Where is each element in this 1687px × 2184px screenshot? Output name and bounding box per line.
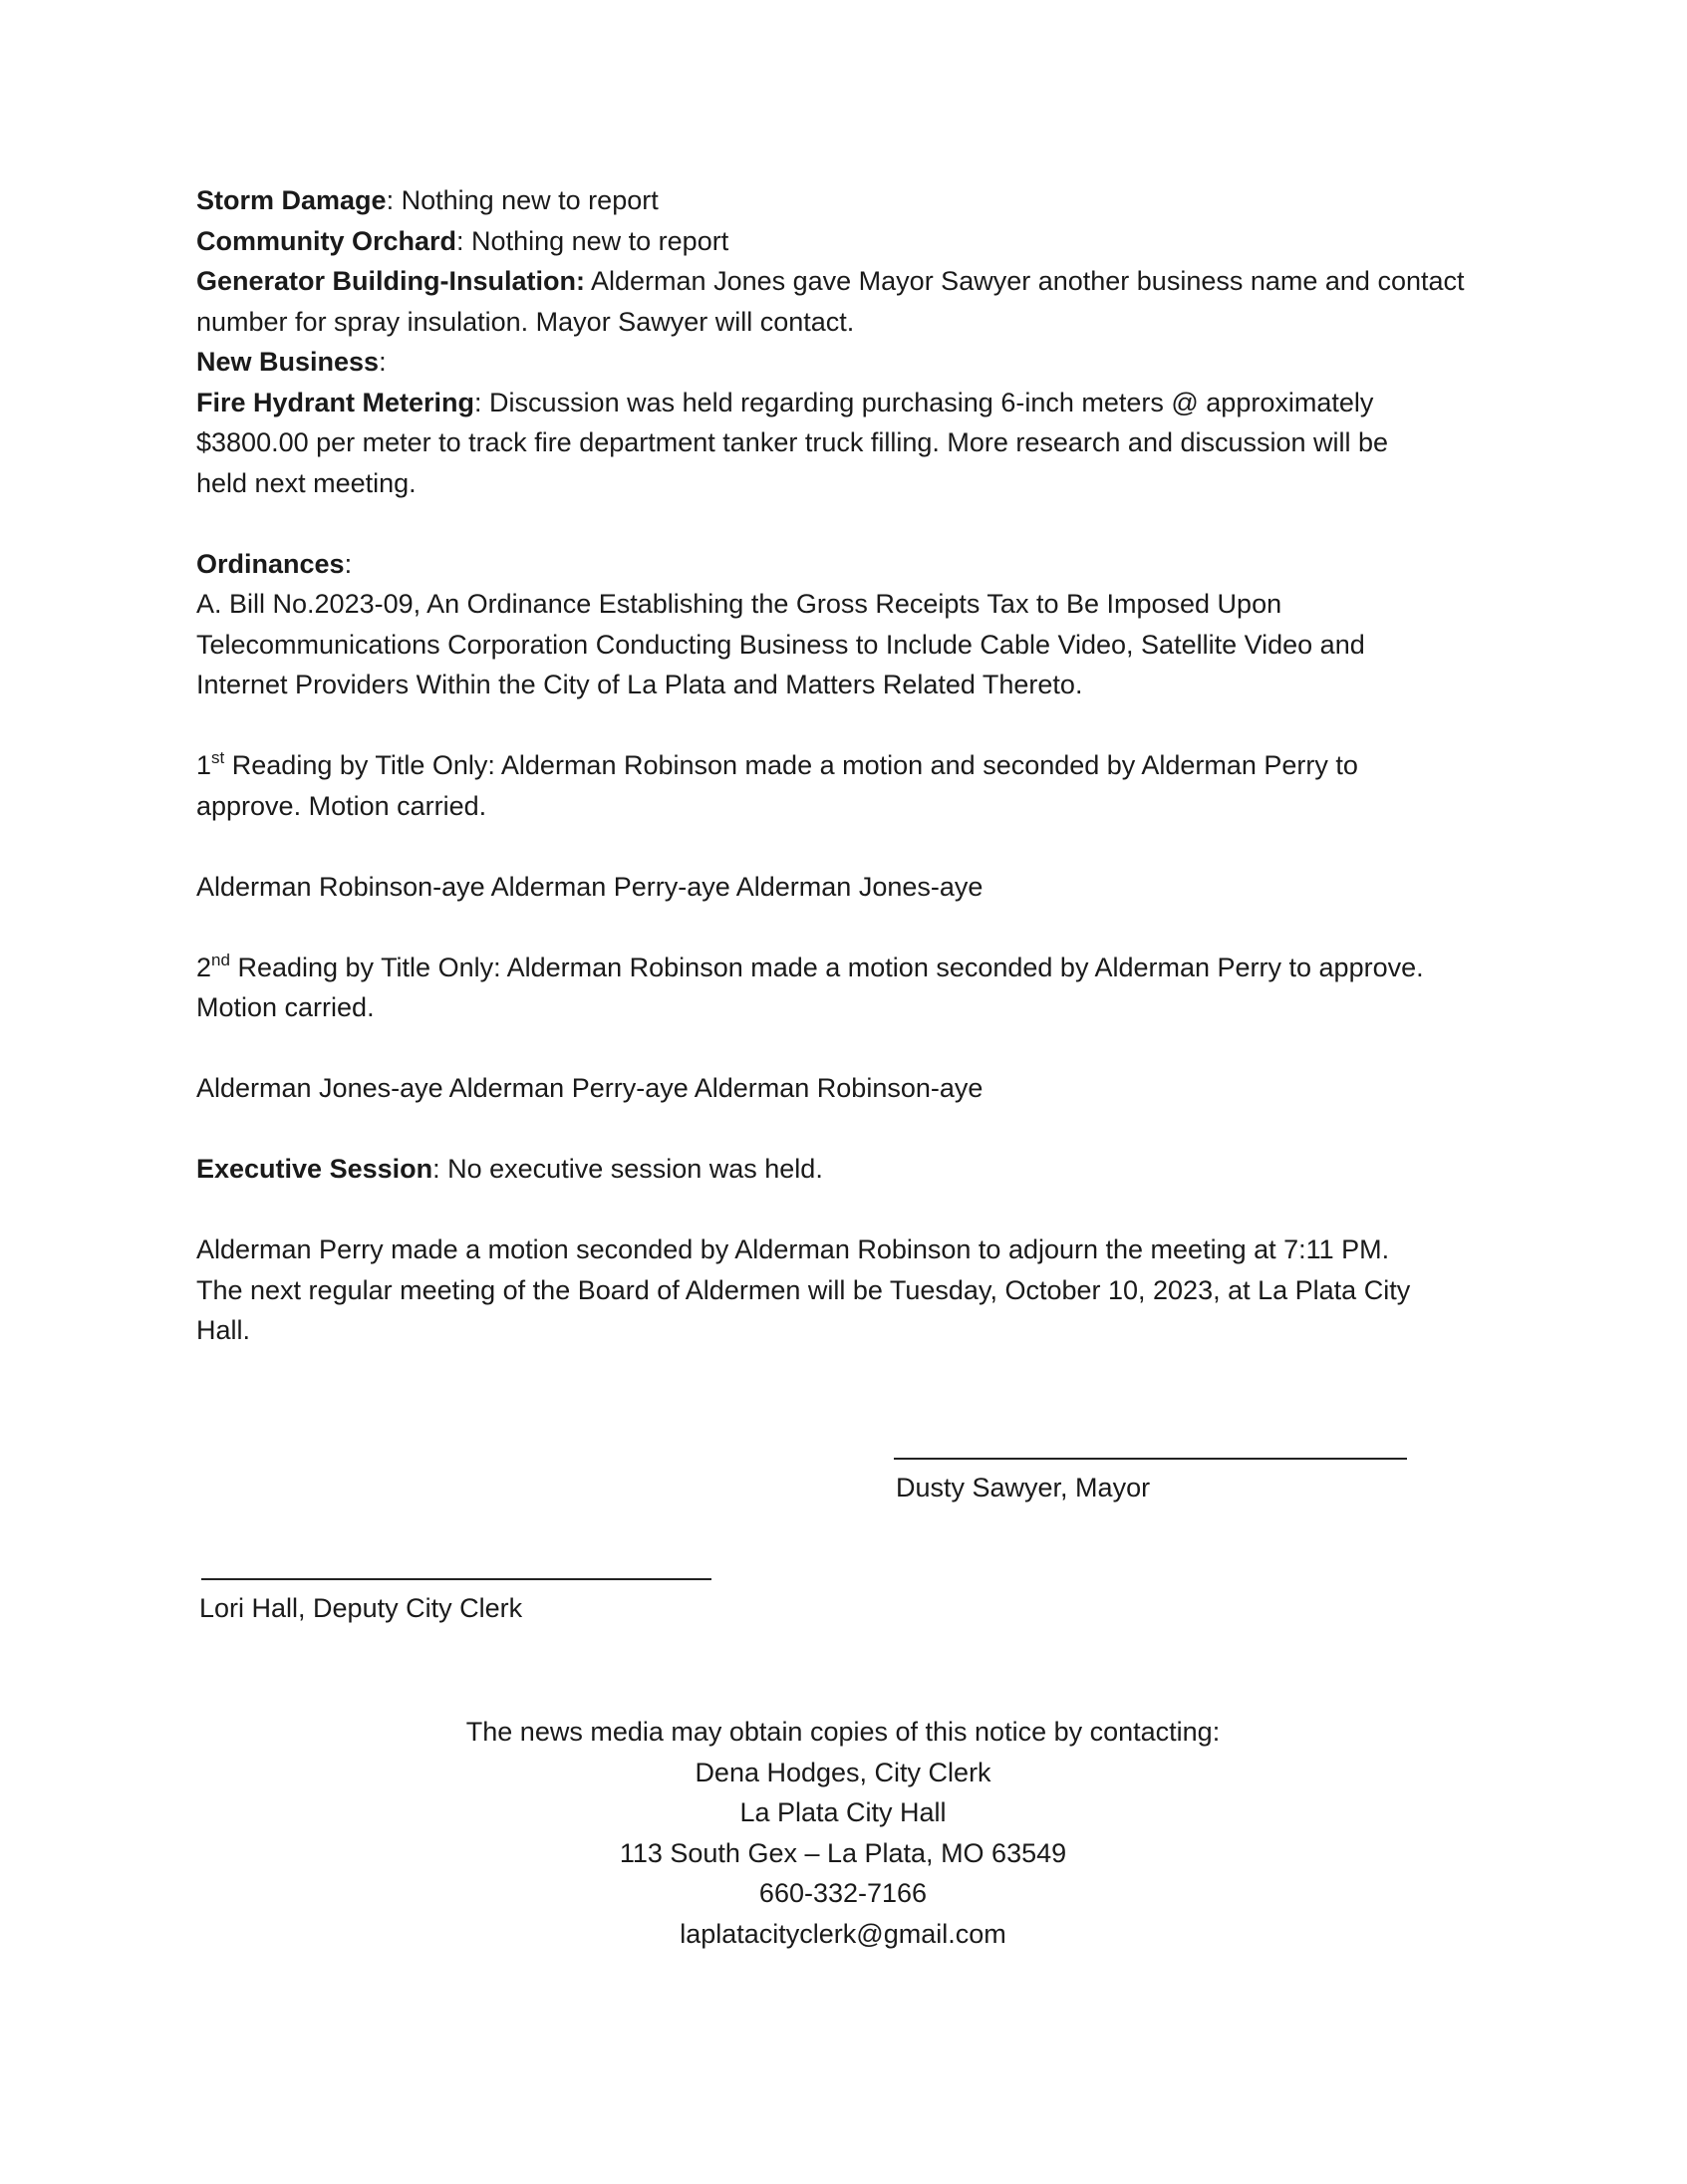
- second-reading-line1: Reading by Title Only: Alderman Robinson made a motion seconded by Alderman Perry to approve.: [229, 952, 1424, 982]
- minutes-body: [196, 180, 1512, 1351]
- clerk-name: Lori Hall, Deputy City Clerk: [199, 1593, 523, 1623]
- first-reading-line2: approve. Motion carried.: [196, 790, 487, 821]
- clerk-signature-block: [201, 1578, 711, 1629]
- mayor-name: Dusty Sawyer, Mayor: [896, 1473, 1151, 1502]
- ordinances-label: Ordinances: [196, 548, 345, 579]
- generator-item: [196, 261, 1512, 342]
- adjournment-line1: Alderman Perry made a motion seconded by Alderman Robinson to adjourn the meeting at 7:11 PM.: [196, 1234, 1390, 1264]
- second-reading-vote: Alderman Jones-aye Alderman Perry-aye Alderman Robinson-aye: [196, 1073, 984, 1103]
- fire-hydrant-item: [196, 383, 1512, 504]
- storm-damage-label: Storm Damage: [196, 185, 387, 215]
- bill-line2: Telecommunications Corporation Conducting Business to Include Cable Video, Satellite Video and: [196, 629, 1365, 660]
- bill-description: [196, 584, 1512, 705]
- first-reading: [196, 745, 1512, 826]
- first-reading-ordinal: st: [211, 748, 225, 767]
- footer-phone: 660-332-7166: [758, 1878, 928, 1908]
- second-reading: [196, 948, 1512, 1028]
- generator-text-line2: number for spray insulation. Mayor Sawyer will contact.: [196, 306, 855, 337]
- first-reading-vote: Alderman Robinson-aye Alderman Perry-aye Alderman Jones-aye: [196, 871, 984, 902]
- mayor-signature-block: [894, 1458, 1407, 1508]
- footer-office: La Plata City Hall: [739, 1797, 947, 1827]
- ordinances-heading: [196, 544, 1512, 585]
- first-reading-number: 1: [196, 750, 212, 780]
- fire-hydrant-text-line3: held next meeting.: [196, 467, 417, 498]
- community-orchard-item: [196, 221, 1512, 262]
- fire-hydrant-text-line1: : Discussion was held regarding purchasing 6-inch meters @ approximately: [474, 387, 1374, 417]
- executive-session-label: Executive Session: [196, 1154, 433, 1184]
- fire-hydrant-text-line2: $3800.00 per meter to track fire department tanker truck filling. More research and discussion will be: [196, 427, 1389, 457]
- generator-text-line1: Alderman Jones gave Mayor Sawyer another business name and contact: [585, 266, 1465, 296]
- footer-email: laplatacityclerk@gmail.com: [680, 1918, 1006, 1949]
- generator-label: Generator Building-Insulation:: [196, 266, 585, 296]
- ordinances-colon: :: [344, 548, 353, 579]
- second-reading-number: 2: [196, 952, 212, 982]
- second-reading-line2: Motion carried.: [196, 992, 375, 1022]
- footer-notice: The news media may obtain copies of this notice by contacting:: [465, 1717, 1221, 1747]
- community-orchard-text: : Nothing new to report: [456, 225, 729, 256]
- adjournment-line2: The next regular meeting of the Board of Aldermen will be Tuesday, October 10, 2023, at La Plata City: [196, 1274, 1411, 1305]
- clerk-signature-line: [201, 1578, 711, 1580]
- first-reading-line1: Reading by Title Only: Alderman Robinson made a motion and seconded by Alderman Perry to: [224, 750, 1358, 780]
- community-orchard-label: Community Orchard: [196, 225, 457, 256]
- bill-line3: Internet Providers Within the City of La Plata and Matters Related Thereto.: [196, 670, 1083, 699]
- adjournment-line3: Hall.: [196, 1315, 251, 1345]
- bill-line1: A. Bill No.2023-09, An Ordinance Establishing the Gross Receipts Tax to Be Imposed Upon: [196, 589, 1282, 619]
- footer-clerk-name: Dena Hodges, City Clerk: [695, 1757, 991, 1787]
- media-contact-footer: [345, 1712, 1341, 1954]
- new-business-label: New Business: [196, 347, 380, 377]
- mayor-signature-line: [894, 1458, 1407, 1460]
- executive-session-item: [196, 1149, 1512, 1190]
- new-business-heading: [196, 342, 1512, 383]
- new-business-colon: :: [379, 347, 387, 377]
- second-reading-ordinal: nd: [211, 950, 230, 969]
- storm-damage-text: : Nothing new to report: [386, 185, 659, 215]
- footer-address: 113 South Gex – La Plata, MO 63549: [619, 1837, 1067, 1868]
- storm-damage-item: [196, 180, 1512, 221]
- executive-session-text: : No executive session was held.: [432, 1154, 823, 1184]
- fire-hydrant-label: Fire Hydrant Metering: [196, 387, 475, 417]
- adjournment-paragraph: [196, 1229, 1512, 1351]
